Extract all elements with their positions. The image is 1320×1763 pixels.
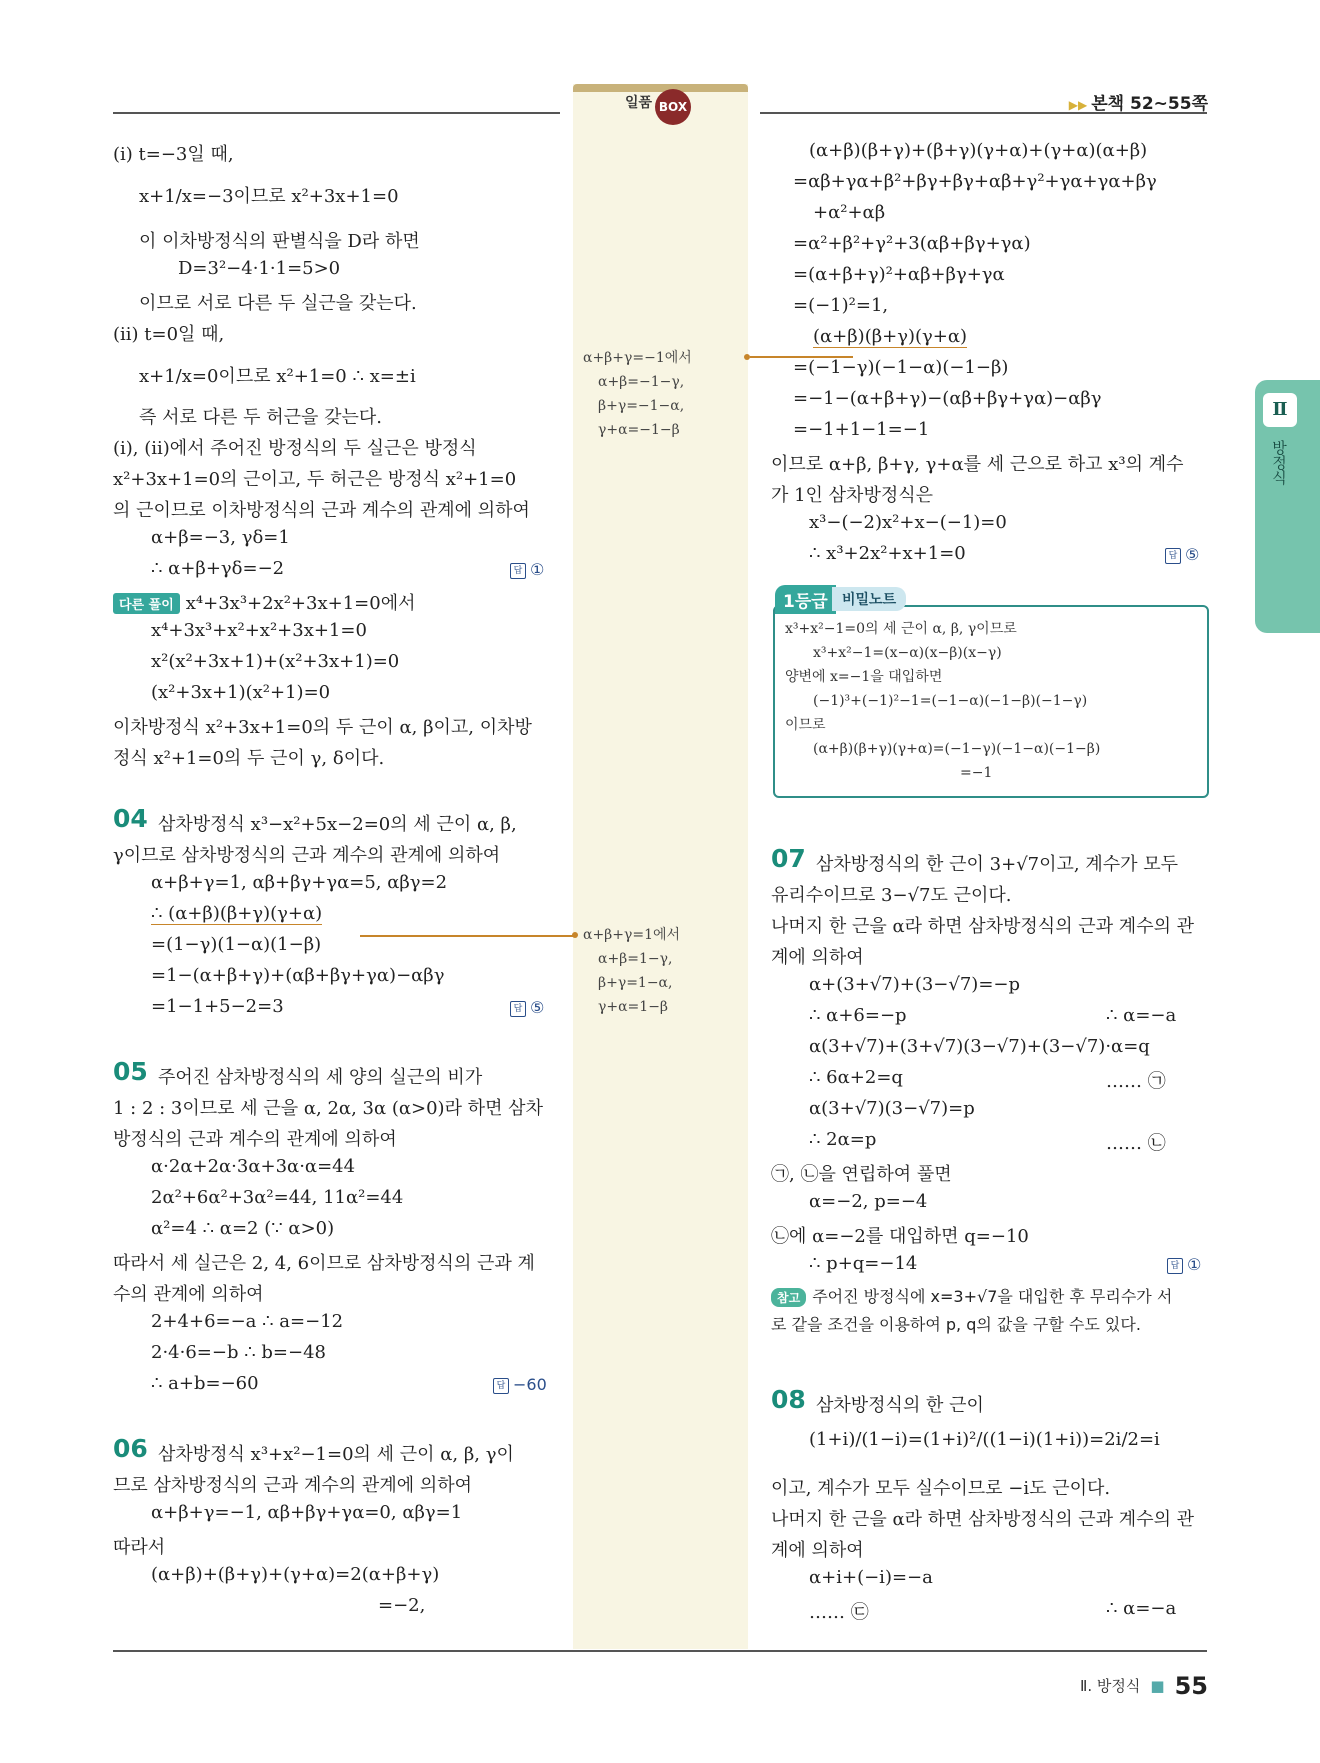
text-line: 이차방정식 x²+3x+1=0의 두 근이 α, β이고, 이차방 <box>113 717 532 738</box>
chapter-tab-label: 방정식 <box>1270 440 1288 485</box>
note-line: x³+x²−1=0의 세 근이 α, β, γ이므로 <box>785 621 1017 637</box>
footer <box>1080 1672 1208 1700</box>
text-line: 나머지 한 근을 α라 하면 삼차방정식의 근과 계수의 관 <box>771 1509 1195 1530</box>
text-line: 따라서 <box>113 1537 166 1558</box>
text-line: =1−(α+β+γ)+(αβ+βγ+γα)−αβγ <box>151 965 445 986</box>
side-note-line: α+β=−1−γ, <box>598 374 685 390</box>
text-line: α+β+γ=−1, αβ+βγ+γα=0, αβγ=1 <box>151 1502 463 1523</box>
text-line: 삼차방정식의 한 근이 3+√7이고, 계수가 모두 <box>816 854 1178 875</box>
text-line: =−1+1−1=−1 <box>793 419 930 440</box>
box-badge: BOX <box>655 89 691 125</box>
text-line: =(−1)²=1, <box>793 295 889 316</box>
problem-number-06: 06 <box>113 1434 148 1463</box>
text-line: ∴ α=−a <box>1106 1005 1177 1026</box>
text-line: ∴ α=−a <box>1106 1598 1177 1619</box>
answer-mark: 답 ① <box>1167 1255 1201 1274</box>
answer-mark: 답 ⑤ <box>510 998 544 1017</box>
text-line: 방정식의 근과 계수의 관계에 의하여 <box>113 1129 397 1150</box>
alt-solution-row: 다른 풀이 x⁴+3x³+2x²+3x+1=0에서 <box>113 589 415 615</box>
text-line: α=−2, p=−4 <box>809 1191 928 1212</box>
text-line: =(α+β+γ)²+αβ+βγ+γα <box>793 264 1005 285</box>
answer-mark: 답 −60 <box>493 1375 547 1394</box>
reference-tag: 참고 <box>771 1288 806 1307</box>
problem-number-04: 04 <box>113 804 148 833</box>
text-line: 므로 삼차방정식의 근과 계수의 관계에 의하여 <box>113 1475 472 1496</box>
text-line: 가 1인 삼차방정식은 <box>771 485 933 506</box>
footer-chapter: Ⅱ. 방정식 <box>1080 1677 1141 1695</box>
text-line: 수의 관계에 의하여 <box>113 1284 264 1305</box>
right-column <box>771 140 1211 1630</box>
double-arrow-icon: ▶▶ <box>1068 98 1088 112</box>
text-line: α+i+(−i)=−a <box>809 1567 933 1588</box>
note-line: x³+x²−1=(x−α)(x−β)(x−γ) <box>813 645 1002 661</box>
text-line: x³−(−2)x²+x−(−1)=0 <box>809 512 1007 533</box>
side-note-line: γ+α=1−β <box>598 999 669 1015</box>
side-note-line: β+γ=−1−α, <box>598 398 685 414</box>
text-line: ∴ a+b=−60 <box>151 1373 259 1394</box>
text-line: =α²+β²+γ²+3(αβ+βγ+γα) <box>793 233 1031 254</box>
answer-box-icon: 답 <box>510 563 526 579</box>
text-line: α+β+γ=1, αβ+βγ+γα=5, αβγ=2 <box>151 872 448 893</box>
grade-badge: 1등급 <box>775 585 836 614</box>
text-line: 따라서 세 실근은 2, 4, 6이므로 삼차방정식의 근과 계 <box>113 1253 535 1274</box>
text-line: (α+β)+(β+γ)+(γ+α)=2(α+β+γ) <box>151 1564 440 1585</box>
note-line: (α+β)(β+γ)(γ+α)=(−1−γ)(−1−α)(−1−β) <box>813 741 1101 757</box>
answer-mark: 답 ① <box>510 560 544 579</box>
text-line: =(1−γ)(1−α)(1−β) <box>151 934 322 955</box>
text-line: 삼차방정식의 한 근이 <box>816 1395 984 1416</box>
text-line: =1−1+5−2=3 <box>151 996 284 1017</box>
text-line: ∴ α+6=−p <box>809 1005 907 1026</box>
text-line: 이므로 서로 다른 두 실근을 갖는다. <box>139 293 417 314</box>
side-note-line: γ+α=−1−β <box>598 422 680 438</box>
side-note-1 <box>583 346 692 442</box>
side-note-line: α+β=1−γ, <box>598 951 673 967</box>
text-line: α²=4 ∴ α=2 (∵ α>0) <box>151 1218 335 1239</box>
text-line: ㉡에 α=−2를 대입하면 q=−10 <box>771 1226 1029 1247</box>
header-rule-left <box>113 112 560 114</box>
answer-box-icon: 답 <box>1165 548 1181 564</box>
text-line: ∴ x³+2x²+x+1=0 <box>809 543 966 564</box>
answer-box-icon: 답 <box>493 1378 509 1394</box>
text-line: 유리수이므로 3−√7도 근이다. <box>771 885 1012 906</box>
text-line: (1+i)/(1−i)=(1+i)²/((1−i)(1+i))=2i/2=i <box>809 1429 1160 1450</box>
text-line: =αβ+γα+β²+βγ+βγ+αβ+γ²+γα+γα+βγ <box>793 171 1157 192</box>
middle-column-top-bar <box>573 84 748 92</box>
secret-note-title: 비밀노트 <box>832 587 906 611</box>
side-note-line: α+β+γ=−1에서 <box>583 350 692 366</box>
text-line: 이고, 계수가 모두 실수이므로 −i도 근이다. <box>771 1478 1111 1499</box>
text-line: ㉠, ㉡을 연립하여 풀면 <box>771 1164 952 1185</box>
text-line: …… ㉡ <box>1106 1133 1166 1154</box>
text-line: (ⅱ) t=0일 때, <box>113 324 225 345</box>
note-line: 양변에 x=−1을 대입하면 <box>785 669 943 685</box>
page-reference: ▶▶ 본책 52~55쪽 <box>1068 94 1208 114</box>
text-line: 2+4+6=−a ∴ a=−12 <box>151 1311 344 1332</box>
side-note-2-connector <box>360 935 573 937</box>
footer-rule <box>113 1650 1207 1652</box>
text-line: 2α²+6α²+3α²=44, 11α²=44 <box>151 1187 404 1208</box>
text-line: x⁴+3x³+x²+x²+3x+1=0 <box>151 620 367 641</box>
text-line: ∴ (α+β)(β+γ)(γ+α) <box>151 903 323 924</box>
problem-number-05: 05 <box>113 1057 148 1086</box>
problem-number-07: 07 <box>771 844 806 873</box>
left-column <box>113 140 558 1630</box>
side-note-2-dot <box>572 932 578 938</box>
text-line: 삼차방정식 x³+x²−1=0의 세 근이 α, β, γ이 <box>158 1444 514 1465</box>
text-line: α(3+√7)(3−√7)=p <box>809 1098 975 1119</box>
middle-column-bg <box>573 84 748 1649</box>
text-line: x²+3x+1=0의 근이고, 두 허근은 방정식 x²+1=0 <box>113 469 517 490</box>
side-note-line: β+γ=1−α, <box>598 975 673 991</box>
answer-box-icon: 답 <box>510 1001 526 1017</box>
text-line: …… ㉠ <box>1106 1071 1166 1092</box>
note-line: (−1)³+(−1)²−1=(−1−α)(−1−β)(−1−γ) <box>813 693 1088 709</box>
text-line: x+1/x=−3이므로 x²+3x+1=0 <box>139 186 399 207</box>
text-line: ∴ 6α+2=q <box>809 1067 903 1088</box>
text-line: α+(3+√7)+(3−√7)=−p <box>809 974 1021 995</box>
text-line: α·2α+2α·3α+3α·α=44 <box>151 1156 356 1177</box>
side-note-line: α+β+γ=1에서 <box>583 927 681 943</box>
text-line: 의 근이므로 이차방정식의 근과 계수의 관계에 의하여 <box>113 500 530 521</box>
text-line: 2·4·6=−b ∴ b=−48 <box>151 1342 326 1363</box>
problem-number-08: 08 <box>771 1385 806 1414</box>
text-line: 로 같을 조건을 이용하여 p, q의 값을 구할 수도 있다. <box>771 1315 1141 1334</box>
side-note-2 <box>583 923 680 1019</box>
note-row: 참고 주어진 방정식에 x=3+√7을 대입한 후 무리수가 서 <box>771 1284 1172 1307</box>
text-line: 이므로 α+β, β+γ, γ+α를 세 근으로 하고 x³의 계수 <box>771 454 1184 475</box>
bullet-icon: ■ <box>1150 1677 1165 1695</box>
text-line: +α²+αβ <box>813 202 886 223</box>
text-line: 삼차방정식 x³−x²+5x−2=0의 세 근이 α, β, <box>158 814 517 835</box>
text-line: α+β=−3, γδ=1 <box>151 527 290 548</box>
text-line: α(3+√7)+(3+√7)(3−√7)+(3−√7)·α=q <box>809 1036 1150 1057</box>
text-line: x+1/x=0이므로 x²+1=0 ∴ x=±i <box>139 366 416 387</box>
box-label: 일품 <box>625 95 653 111</box>
text-line: 이 이차방정식의 판별식을 D라 하면 <box>139 231 420 252</box>
text-line: 정식 x²+1=0의 두 근이 γ, δ이다. <box>113 748 385 769</box>
text-line: (ⅰ) t=−3일 때, <box>113 144 234 165</box>
text-line: =−1−(α+β+γ)−(αβ+βγ+γα)−αβγ <box>793 388 1102 409</box>
text-line: 나머지 한 근을 α라 하면 삼차방정식의 근과 계수의 관 <box>771 916 1195 937</box>
chapter-tab-number: Ⅱ <box>1263 393 1297 427</box>
text-line: 1 : 2 : 3이므로 세 근을 α, 2α, 3α (α>0)라 하면 삼차 <box>113 1098 543 1119</box>
text-line: ∴ α+β+γδ=−2 <box>151 558 285 579</box>
text-line: (α+β)(β+γ)+(β+γ)(γ+α)+(γ+α)(α+β) <box>809 140 1148 161</box>
page-number: 55 <box>1174 1672 1208 1700</box>
text-line: γ이므로 삼차방정식의 근과 계수의 관계에 의하여 <box>113 845 501 866</box>
text-line: ∴ 2α=p <box>809 1129 877 1150</box>
note-line: =−1 <box>960 765 993 781</box>
text-line: 주어진 삼차방정식의 세 양의 실근의 비가 <box>158 1067 483 1088</box>
text-line: x²(x²+3x+1)+(x²+3x+1)=0 <box>151 651 400 672</box>
text-line: 계에 의하여 <box>771 947 864 968</box>
text-line: D=3²−4·1·1=5>0 <box>178 258 341 279</box>
text-line: 계에 의하여 <box>771 1540 864 1561</box>
text-line: =(−1−γ)(−1−α)(−1−β) <box>793 357 1009 378</box>
text-line: (α+β)(β+γ)(γ+α) <box>813 326 968 347</box>
text-line: 즉 서로 다른 두 허근을 갖는다. <box>139 407 382 428</box>
text-line: …… ㉢ <box>809 1602 869 1623</box>
text-line: =−2, <box>378 1595 426 1616</box>
alt-solution-tag: 다른 풀이 <box>113 593 180 614</box>
answer-box-icon: 답 <box>1167 1258 1183 1274</box>
note-line: 이므로 <box>785 717 826 733</box>
text-line: (ⅰ), (ⅱ)에서 주어진 방정식의 두 실근은 방정식 <box>113 438 477 459</box>
text-line: (x²+3x+1)(x²+1)=0 <box>151 682 331 703</box>
text-line: ∴ p+q=−14 <box>809 1253 918 1274</box>
answer-mark: 답 ⑤ <box>1165 545 1199 564</box>
